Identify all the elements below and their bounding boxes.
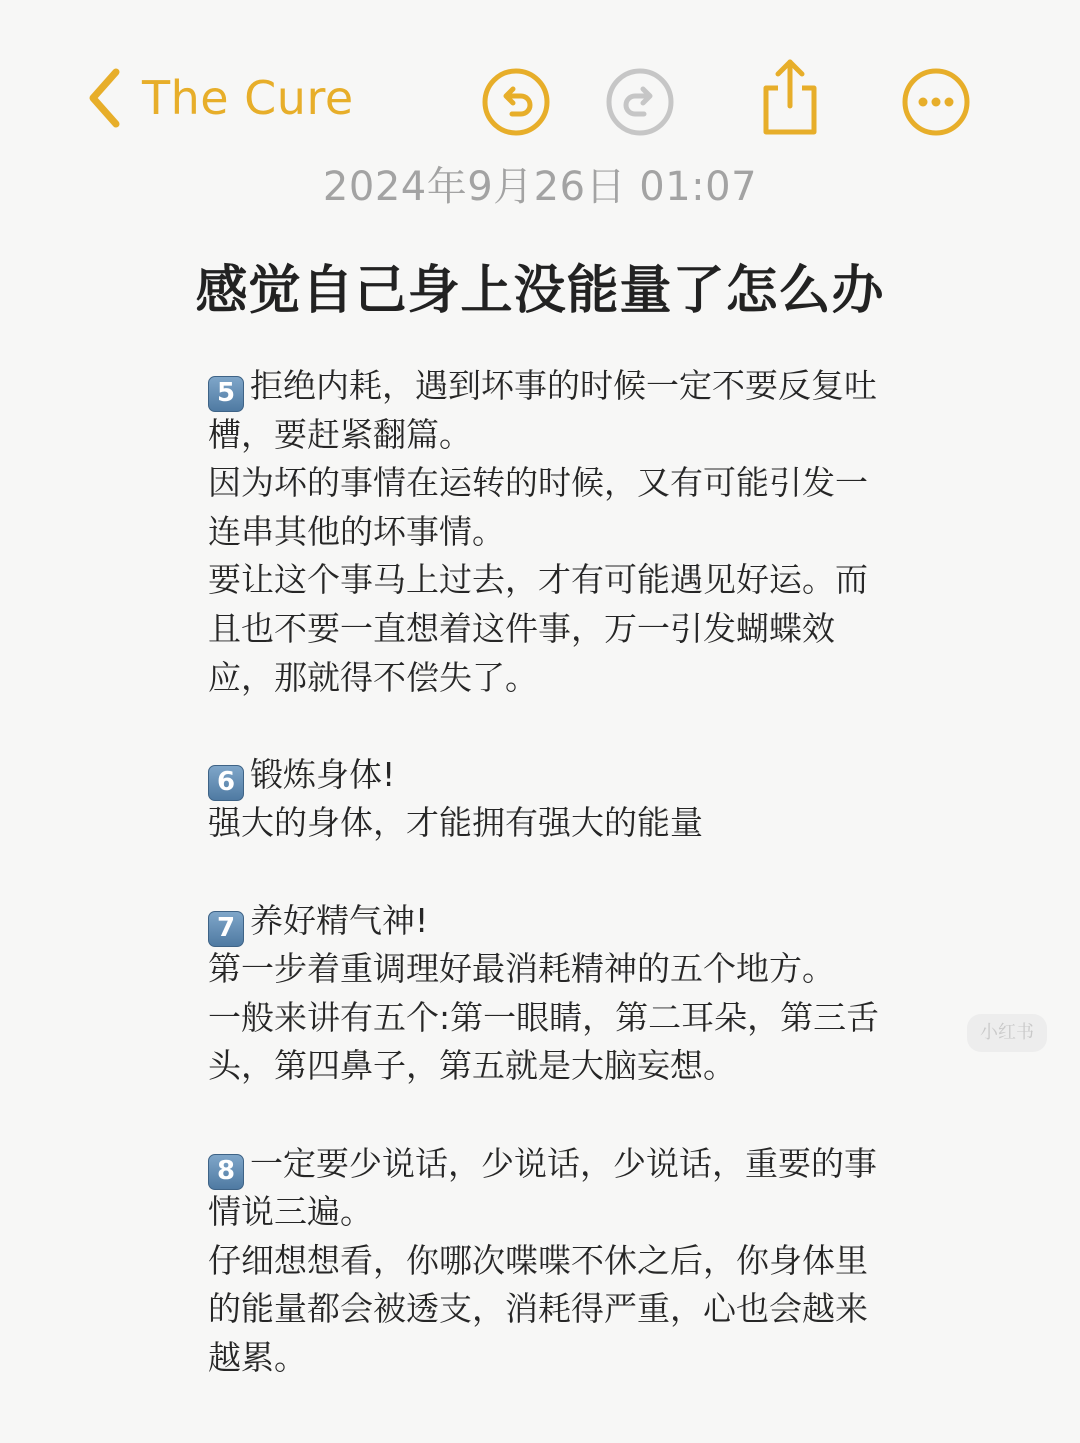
- watermark-logo: 小红书: [967, 1014, 1047, 1052]
- note-line: 6 锻炼身体!: [208, 751, 928, 800]
- note-body[interactable]: [208, 362, 928, 1382]
- note-line: 的能量都会被透支，消耗得严重，心也会越来: [208, 1289, 868, 1329]
- note-section: [208, 362, 928, 702]
- keycap-number-icon: 6: [208, 765, 244, 801]
- note-line: 8 一定要少说话，少说话，少说话，重要的事: [208, 1140, 928, 1189]
- more-icon: [900, 66, 972, 138]
- note-line: 情说三遍。: [208, 1192, 373, 1232]
- share-icon: [754, 58, 826, 138]
- blank-line: [208, 848, 928, 897]
- note-line: 连串其他的坏事情。: [208, 511, 505, 551]
- note-timestamp: 2024年9月26日 01:07: [322, 164, 758, 210]
- share-button[interactable]: [754, 58, 826, 138]
- redo-icon: [604, 66, 676, 138]
- note-line: 头，第四鼻子，第五就是大脑妄想。: [208, 1046, 736, 1086]
- note-line: 仔细想想看，你哪次喋喋不休之后，你身体里: [208, 1240, 868, 1280]
- note-line: 越累。: [208, 1337, 307, 1377]
- keycap-number-icon: 5: [208, 376, 244, 412]
- blank-line: [208, 1091, 928, 1140]
- note-line: 强大的身体，才能拥有强大的能量: [208, 803, 703, 843]
- note-title[interactable]: 感觉自己身上没能量了怎么办: [195, 261, 885, 321]
- note-line: 5 拒绝内耗，遇到坏事的时候一定不要反复吐: [208, 362, 928, 411]
- note-line: 应，那就得不偿失了。: [208, 657, 538, 697]
- note-line: 7 养好精气神!: [208, 897, 928, 946]
- note-toolbar: [0, 0, 1080, 150]
- note-line: 槽，要赶紧翻篇。: [208, 414, 472, 454]
- undo-icon: [480, 66, 552, 138]
- undo-button[interactable]: [480, 66, 552, 138]
- note-line: 一般来讲有五个:第一眼睛，第二耳朵，第三舌: [208, 997, 880, 1037]
- note-line: 且也不要一直想着这件事，万一引发蝴蝶效: [208, 608, 835, 648]
- back-label: The Cure: [142, 71, 354, 125]
- note-line: 第一步着重调理好最消耗精神的五个地方。: [208, 949, 835, 989]
- note-line: 要让这个事马上过去，才有可能遇见好运。而: [208, 560, 868, 600]
- redo-button[interactable]: [604, 66, 676, 138]
- note-section: [208, 1140, 928, 1383]
- more-options-button[interactable]: [900, 66, 972, 138]
- keycap-number-icon: 8: [208, 1154, 244, 1190]
- note-section: [208, 751, 928, 848]
- chevron-left-icon: [84, 66, 124, 130]
- keycap-number-icon: 7: [208, 911, 244, 947]
- blank-line: [208, 702, 928, 751]
- back-button[interactable]: [84, 62, 354, 134]
- note-line: 因为坏的事情在运转的时候，又有可能引发一: [208, 463, 868, 503]
- note-section: [208, 897, 928, 1091]
